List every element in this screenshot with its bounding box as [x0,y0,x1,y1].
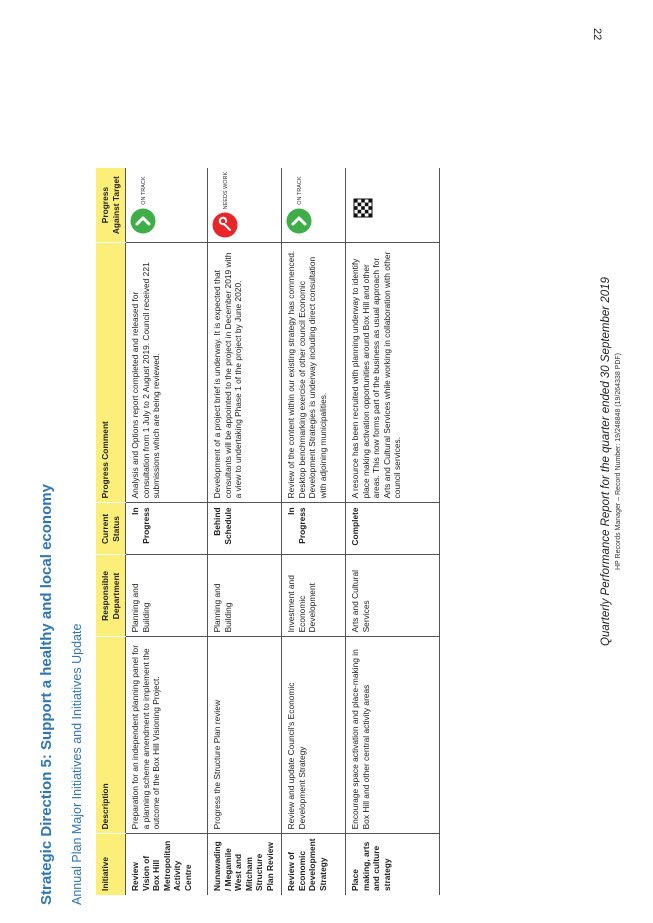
table-row [208,168,282,895]
needs-work-icon [212,212,241,238]
cell-description: Encourage space activation and place-making in Box Hill and other central activity areas [346,637,440,834]
header-status: Current Status [96,503,126,555]
cell-status: Behind Schedule [208,503,282,555]
table-row [282,168,346,895]
header-progress: Progress Against Target [96,168,126,243]
progress-badge [130,176,159,233]
page-heading: Strategic Direction 5: Support a healthy and local economy [38,484,55,905]
cell-department: Arts and Cultural Services [346,555,440,637]
progress-label: ON TRACK [140,176,147,205]
table-row [126,168,208,895]
table-header-row [96,168,126,895]
cell-description: Preparation for an independent planning panel for a planning scheme amendment to implement the outcome of the Box Hill Visioning Project. [126,637,208,834]
cell-status: In Progress [282,503,346,555]
header-description: Description [96,637,126,834]
header-comment: Progress Comment [96,243,126,503]
cell-status: In Progress [126,503,208,555]
cell-initiative: Review of Economic Development Strategy [282,834,346,895]
cell-department: Planning and Building [208,555,282,637]
cell-progress [126,168,208,243]
cell-status: Complete [346,503,440,555]
progress-badge [350,191,379,220]
progress-badge [286,176,315,233]
cell-comment: Review of the content within our existing strategy has commenced. Desktop benchmarking exercise of other council Economic Development Strategies is underway including direct consultation with adjoining municipalities. [282,243,346,503]
table-row [346,168,440,895]
cell-comment: Analysis and Options report completed and released for consultation from 1 July to 2 August 2019. Council received 221 submissions which are being reviewed. [126,243,208,503]
initiatives-table [96,168,440,895]
cell-description: Review and update Council's Economic Development Strategy [282,637,346,834]
progress-label: NEEDS WORK [222,171,229,210]
checkered-flag-icon [350,194,379,220]
header-initiative: Initiative [96,834,126,895]
cell-initiative: Place making, arts and culture strategy [346,834,440,895]
cell-comment: A resource has been recruited with planning underway to identify place making activation opportunities around Box Hill and other areas. This now forms part of the business as usual approach for Arts and Cultural Services while working in collaboration with other council services. [346,243,440,503]
footer-record-number: HP Records Manager – Record Number: 19/248848 (19/264338 PDF) [615,353,622,570]
cell-progress [208,168,282,243]
cell-description: Progress the Structure Plan review [208,637,282,834]
footer-title: Quarterly Performance Report for the quarter ended 30 September 2019 [600,277,612,646]
section-subheading: Annual Plan Major Initiatives and Initiatives Update [70,623,84,905]
progress-badge [212,172,241,239]
cell-progress [282,168,346,243]
on-track-icon [130,208,159,234]
header-department: Responsible Department [96,555,126,637]
cell-initiative: Review Vision of Box Hill Metropolitan Activity Centre [126,834,208,895]
progress-label: ON TRACK [296,176,303,205]
cell-department: Planning and Building [126,555,208,637]
cell-progress [346,168,440,243]
page-number: 22 [591,28,603,41]
cell-comment: Development of a project brief is underway. It is expected that consultants will be appointed to the project in December 2019 with a view to undertaking Phase 1 of the project by June 2020. [208,243,282,503]
cell-initiative: Nunawading / Megamile West and Mitcham Structure Plan Review [208,834,282,895]
on-track-icon [286,208,315,234]
cell-department: Investment and Economic Development [282,555,346,637]
